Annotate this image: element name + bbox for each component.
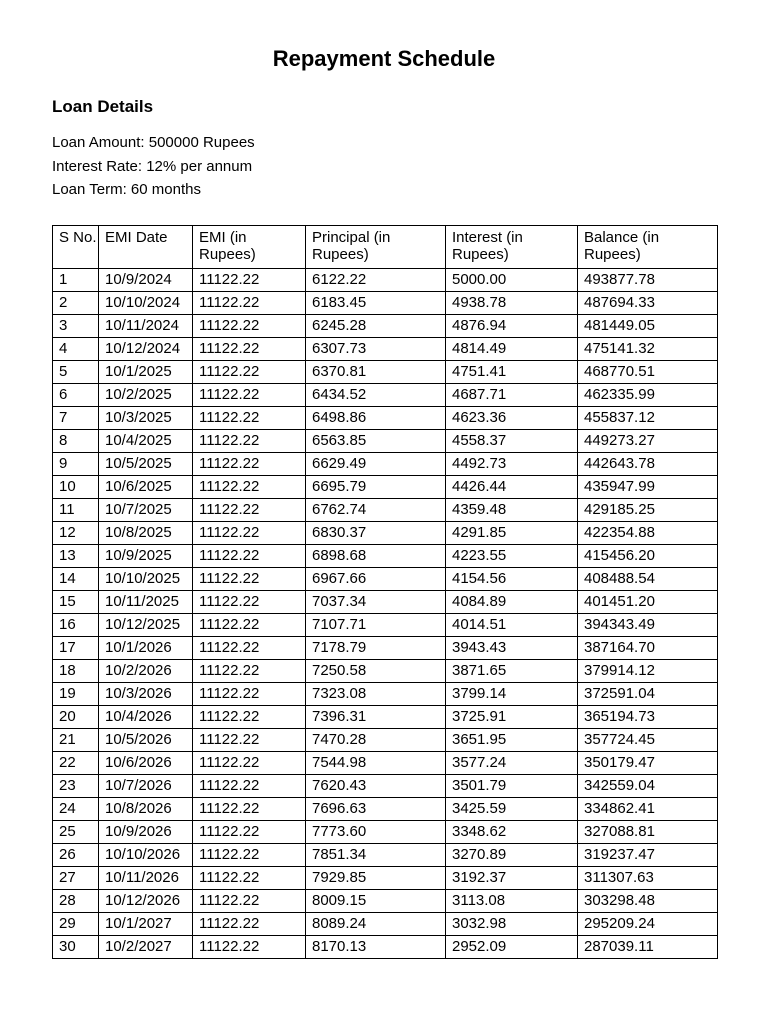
table-cell: 4623.36	[446, 407, 578, 430]
table-cell: 10/1/2026	[99, 637, 193, 660]
table-cell: 10/11/2024	[99, 315, 193, 338]
table-cell: 3651.95	[446, 729, 578, 752]
table-cell: 4558.37	[446, 430, 578, 453]
table-cell: 3348.62	[446, 821, 578, 844]
table-row	[53, 798, 718, 821]
table-cell: 10/6/2025	[99, 476, 193, 499]
table-cell: 10/4/2026	[99, 706, 193, 729]
table-row	[53, 361, 718, 384]
table-cell: 11122.22	[193, 614, 306, 637]
table-cell: 7696.63	[306, 798, 446, 821]
table-cell: 11122.22	[193, 752, 306, 775]
table-cell: 10/3/2026	[99, 683, 193, 706]
loan-term: Loan Term: 60 months	[52, 181, 201, 198]
table-row	[53, 453, 718, 476]
table-cell: 387164.70	[578, 637, 718, 660]
table-cell: 11122.22	[193, 407, 306, 430]
table-cell: 11122.22	[193, 936, 306, 959]
table-cell: 6898.68	[306, 545, 446, 568]
table-row	[53, 614, 718, 637]
table-cell: 7107.71	[306, 614, 446, 637]
table-cell: 11122.22	[193, 384, 306, 407]
table-cell: 30	[53, 936, 99, 959]
table-cell: 11122.22	[193, 545, 306, 568]
table-cell: 7323.08	[306, 683, 446, 706]
table-cell: 342559.04	[578, 775, 718, 798]
table-cell: 7620.43	[306, 775, 446, 798]
table-row	[53, 867, 718, 890]
table-cell: 11122.22	[193, 821, 306, 844]
table-cell: 379914.12	[578, 660, 718, 683]
table-row	[53, 821, 718, 844]
table-cell: 21	[53, 729, 99, 752]
table-cell: 327088.81	[578, 821, 718, 844]
table-row	[53, 936, 718, 959]
table-cell: 10/6/2026	[99, 752, 193, 775]
table-cell: 6967.66	[306, 568, 446, 591]
table-cell: 12	[53, 522, 99, 545]
table-cell: 2	[53, 292, 99, 315]
table-cell: 429185.25	[578, 499, 718, 522]
table-cell: 11122.22	[193, 798, 306, 821]
table-cell: 11122.22	[193, 292, 306, 315]
repayment-table	[52, 225, 718, 959]
table-cell: 7178.79	[306, 637, 446, 660]
table-body	[53, 269, 718, 959]
table-cell: 8	[53, 430, 99, 453]
table-cell: 7773.60	[306, 821, 446, 844]
table-cell: 3	[53, 315, 99, 338]
table-row	[53, 568, 718, 591]
table-cell: 9	[53, 453, 99, 476]
table-cell: 10/9/2025	[99, 545, 193, 568]
table-row	[53, 407, 718, 430]
table-cell: 2952.09	[446, 936, 578, 959]
table-cell: 287039.11	[578, 936, 718, 959]
table-cell: 11122.22	[193, 913, 306, 936]
table-row	[53, 844, 718, 867]
table-cell: 3032.98	[446, 913, 578, 936]
table-cell: 8009.15	[306, 890, 446, 913]
table-cell: 7470.28	[306, 729, 446, 752]
table-cell: 350179.47	[578, 752, 718, 775]
table-cell: 6498.86	[306, 407, 446, 430]
table-cell: 4876.94	[446, 315, 578, 338]
table-cell: 10	[53, 476, 99, 499]
table-cell: 4014.51	[446, 614, 578, 637]
table-cell: 401451.20	[578, 591, 718, 614]
table-cell: 6307.73	[306, 338, 446, 361]
table-row	[53, 591, 718, 614]
table-cell: 7250.58	[306, 660, 446, 683]
table-cell: 7851.34	[306, 844, 446, 867]
table-cell: 11122.22	[193, 568, 306, 591]
table-cell: 4751.41	[446, 361, 578, 384]
table-cell: 295209.24	[578, 913, 718, 936]
table-cell: 6830.37	[306, 522, 446, 545]
table-cell: 10/4/2025	[99, 430, 193, 453]
table-cell: 4084.89	[446, 591, 578, 614]
table-cell: 3799.14	[446, 683, 578, 706]
table-cell: 17	[53, 637, 99, 660]
table-cell: 22	[53, 752, 99, 775]
column-header: Interest (in Rupees)	[446, 226, 578, 269]
table-cell: 10/5/2026	[99, 729, 193, 752]
table-cell: 10/7/2025	[99, 499, 193, 522]
table-cell: 6370.81	[306, 361, 446, 384]
table-cell: 435947.99	[578, 476, 718, 499]
table-cell: 16	[53, 614, 99, 637]
table-cell: 4426.44	[446, 476, 578, 499]
table-cell: 11122.22	[193, 361, 306, 384]
table-row	[53, 269, 718, 292]
table-cell: 10/8/2026	[99, 798, 193, 821]
table-cell: 3425.59	[446, 798, 578, 821]
table-cell: 319237.47	[578, 844, 718, 867]
table-cell: 4154.56	[446, 568, 578, 591]
table-cell: 303298.48	[578, 890, 718, 913]
table-cell: 11122.22	[193, 890, 306, 913]
table-cell: 10/10/2024	[99, 292, 193, 315]
table-cell: 24	[53, 798, 99, 821]
table-cell: 26	[53, 844, 99, 867]
table-cell: 11122.22	[193, 683, 306, 706]
table-row	[53, 292, 718, 315]
table-cell: 29	[53, 913, 99, 936]
table-cell: 11122.22	[193, 591, 306, 614]
table-cell: 415456.20	[578, 545, 718, 568]
table-row	[53, 775, 718, 798]
table-cell: 6563.85	[306, 430, 446, 453]
table-cell: 5	[53, 361, 99, 384]
table-cell: 4223.55	[446, 545, 578, 568]
interest-rate: Interest Rate: 12% per annum	[52, 158, 253, 175]
column-header: S No.	[53, 226, 99, 269]
table-cell: 11122.22	[193, 660, 306, 683]
table-row	[53, 729, 718, 752]
table-cell: 6695.79	[306, 476, 446, 499]
table-cell: 10/9/2026	[99, 821, 193, 844]
table-cell: 10/8/2025	[99, 522, 193, 545]
table-cell: 11122.22	[193, 269, 306, 292]
table-cell: 11122.22	[193, 499, 306, 522]
loan-details-heading: Loan Details	[52, 97, 154, 116]
table-row	[53, 315, 718, 338]
table-cell: 357724.45	[578, 729, 718, 752]
table-row	[53, 913, 718, 936]
table-cell: 23	[53, 775, 99, 798]
page-title: Repayment Schedule	[272, 46, 496, 71]
table-cell: 11122.22	[193, 844, 306, 867]
table-cell: 3943.43	[446, 637, 578, 660]
table-cell: 4492.73	[446, 453, 578, 476]
table-cell: 7396.31	[306, 706, 446, 729]
table-cell: 10/2/2026	[99, 660, 193, 683]
table-cell: 1	[53, 269, 99, 292]
table-cell: 11122.22	[193, 867, 306, 890]
table-cell: 4	[53, 338, 99, 361]
table-cell: 25	[53, 821, 99, 844]
table-cell: 311307.63	[578, 867, 718, 890]
table-cell: 6245.28	[306, 315, 446, 338]
table-cell: 10/11/2026	[99, 867, 193, 890]
table-cell: 10/5/2025	[99, 453, 193, 476]
table-cell: 10/10/2026	[99, 844, 193, 867]
table-cell: 11122.22	[193, 476, 306, 499]
table-cell: 4291.85	[446, 522, 578, 545]
table-cell: 11	[53, 499, 99, 522]
column-header: EMI (in Rupees)	[193, 226, 306, 269]
table-cell: 6183.45	[306, 292, 446, 315]
table-cell: 27	[53, 867, 99, 890]
table-cell: 10/12/2024	[99, 338, 193, 361]
column-header: Balance (in Rupees)	[578, 226, 718, 269]
table-cell: 20	[53, 706, 99, 729]
table-row	[53, 545, 718, 568]
loan-amount: Loan Amount: 500000 Rupees	[52, 134, 255, 151]
table-cell: 14	[53, 568, 99, 591]
table-cell: 442643.78	[578, 453, 718, 476]
table-cell: 4359.48	[446, 499, 578, 522]
column-header: EMI Date	[99, 226, 193, 269]
table-cell: 13	[53, 545, 99, 568]
table-row	[53, 752, 718, 775]
table-row	[53, 890, 718, 913]
table-cell: 3270.89	[446, 844, 578, 867]
table-cell: 3577.24	[446, 752, 578, 775]
table-cell: 6122.22	[306, 269, 446, 292]
table-row	[53, 660, 718, 683]
table-cell: 4687.71	[446, 384, 578, 407]
table-cell: 10/3/2025	[99, 407, 193, 430]
table-cell: 3501.79	[446, 775, 578, 798]
table-cell: 10/2/2025	[99, 384, 193, 407]
table-cell: 493877.78	[578, 269, 718, 292]
table-cell: 394343.49	[578, 614, 718, 637]
table-cell: 10/2/2027	[99, 936, 193, 959]
table-cell: 11122.22	[193, 775, 306, 798]
table-cell: 475141.32	[578, 338, 718, 361]
table-row	[53, 338, 718, 361]
table-cell: 6762.74	[306, 499, 446, 522]
table-cell: 481449.05	[578, 315, 718, 338]
table-cell: 334862.41	[578, 798, 718, 821]
table-cell: 6629.49	[306, 453, 446, 476]
table-row	[53, 637, 718, 660]
table-cell: 18	[53, 660, 99, 683]
table-cell: 19	[53, 683, 99, 706]
table-cell: 365194.73	[578, 706, 718, 729]
table-cell: 6	[53, 384, 99, 407]
table-cell: 462335.99	[578, 384, 718, 407]
table-cell: 11122.22	[193, 315, 306, 338]
table-row	[53, 499, 718, 522]
table-cell: 10/9/2024	[99, 269, 193, 292]
table-cell: 408488.54	[578, 568, 718, 591]
column-header: Principal (in Rupees)	[306, 226, 446, 269]
table-cell: 3113.08	[446, 890, 578, 913]
table-row	[53, 430, 718, 453]
table-cell: 10/10/2025	[99, 568, 193, 591]
table-cell: 10/1/2025	[99, 361, 193, 384]
table-cell: 10/7/2026	[99, 775, 193, 798]
table-row	[53, 522, 718, 545]
table-cell: 5000.00	[446, 269, 578, 292]
table-cell: 455837.12	[578, 407, 718, 430]
table-cell: 11122.22	[193, 430, 306, 453]
table-cell: 7929.85	[306, 867, 446, 890]
table-cell: 7037.34	[306, 591, 446, 614]
table-row	[53, 384, 718, 407]
table-cell: 468770.51	[578, 361, 718, 384]
table-cell: 422354.88	[578, 522, 718, 545]
table-cell: 10/12/2026	[99, 890, 193, 913]
table-cell: 11122.22	[193, 706, 306, 729]
table-cell: 8089.24	[306, 913, 446, 936]
table-header-row	[53, 226, 718, 269]
table-cell: 487694.33	[578, 292, 718, 315]
table-cell: 3725.91	[446, 706, 578, 729]
table-cell: 7544.98	[306, 752, 446, 775]
table-cell: 11122.22	[193, 453, 306, 476]
table-cell: 10/11/2025	[99, 591, 193, 614]
table-cell: 449273.27	[578, 430, 718, 453]
table-cell: 11122.22	[193, 729, 306, 752]
table-cell: 11122.22	[193, 637, 306, 660]
table-cell: 15	[53, 591, 99, 614]
table-cell: 3871.65	[446, 660, 578, 683]
table-cell: 8170.13	[306, 936, 446, 959]
table-row	[53, 706, 718, 729]
table-cell: 11122.22	[193, 522, 306, 545]
table-cell: 3192.37	[446, 867, 578, 890]
table-cell: 10/1/2027	[99, 913, 193, 936]
table-row	[53, 476, 718, 499]
table-cell: 11122.22	[193, 338, 306, 361]
table-cell: 28	[53, 890, 99, 913]
table-cell: 6434.52	[306, 384, 446, 407]
table-cell: 10/12/2025	[99, 614, 193, 637]
table-cell: 7	[53, 407, 99, 430]
table-cell: 4938.78	[446, 292, 578, 315]
table-cell: 4814.49	[446, 338, 578, 361]
table-cell: 372591.04	[578, 683, 718, 706]
table-row	[53, 683, 718, 706]
